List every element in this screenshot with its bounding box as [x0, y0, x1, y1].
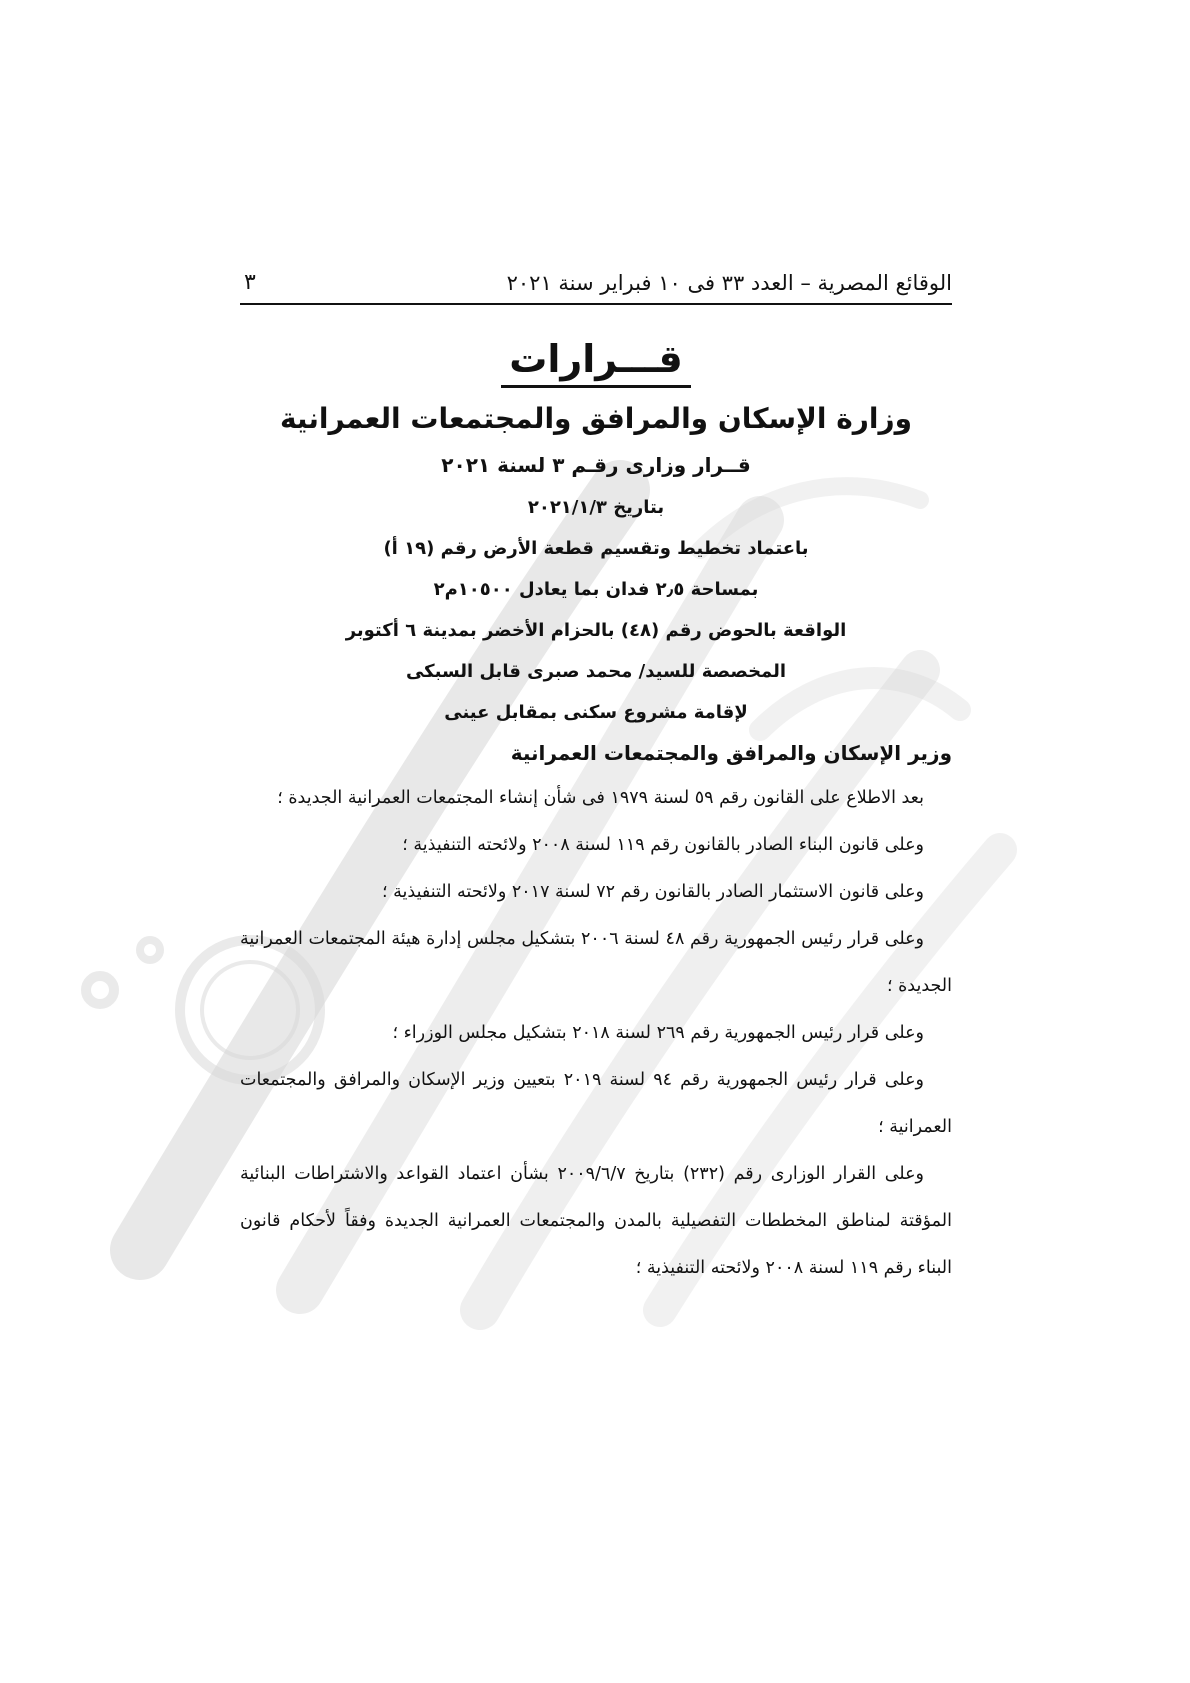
decree-date: بتاريخ ٢٠٢١/١/٣: [527, 497, 665, 518]
body-paragraph: وعلى قانون البناء الصادر بالقانون رقم ١١٩ لسنة ٢٠٠٨ ولائحته التنفيذية ؛: [402, 835, 924, 855]
page-header: [240, 270, 952, 305]
section-title-text: قـــرارات: [501, 337, 691, 388]
decree-line: المخصصة للسيد/ محمد صبرى قابل السبكى: [405, 661, 787, 682]
decree-title: قــرار وزارى رقـم ٣ لسنة ٢٠٢١: [441, 453, 751, 477]
decree-line: الواقعة بالحوض رقم (٤٨) بالحزام الأخضر بمدينة ٦ أكتوبر: [345, 620, 847, 641]
section-title: [240, 337, 952, 388]
ministry-name: وزارة الإسكان والمرافق والمجتمعات العمرانية: [279, 402, 913, 435]
body-paragraph: وعلى قرار رئيس الجمهورية رقم ٢٦٩ لسنة ٢٠١٨ بتشكيل مجلس الوزراء ؛: [392, 1023, 924, 1043]
minister-heading: وزير الإسكان والمرافق والمجتمعات العمرانية: [510, 741, 952, 765]
header-title: الوقائع المصرية – العدد ٣٣ فى ١٠ فبراير سنة ٢٠٢١: [506, 271, 952, 295]
decree-line: بمساحة ٢٫٥ فدان بما يعادل ١٠٥٠٠م٢: [433, 579, 759, 600]
decree-line: باعتماد تخطيط وتقسيم قطعة الأرض رقم (١٩ أ): [383, 538, 809, 559]
document-page: [240, 270, 952, 1292]
decree-body: [240, 775, 952, 1292]
body-paragraph: وعلى قرار رئيس الجمهورية رقم ٤٨ لسنة ٢٠٠٦ بتشكيل مجلس إدارة هيئة المجتمعات العمرانية الجديدة ؛: [240, 929, 952, 996]
body-paragraph: بعد الاطلاع على القانون رقم ٥٩ لسنة ١٩٧٩ فى شأن إنشاء المجتمعات العمرانية الجديدة ؛: [277, 788, 924, 808]
body-paragraph: وعلى قانون الاستثمار الصادر بالقانون رقم ٧٢ لسنة ٢٠١٧ ولائحته التنفيذية ؛: [382, 882, 924, 902]
body-paragraph: وعلى القرار الوزارى رقم (٢٣٢) بتاريخ ٢٠٠٩/٦/٧ بشأن اعتماد القواعد والاشتراطات البنائية المؤقتة لمناطق المخططات التفصيلية بالمدن والمجتمعات العمرانية الجديدة وفقاً لأحكام قانون البناء رقم ١١٩ لسنة ٢٠٠٨ ولائحته التنفيذية ؛: [240, 1164, 952, 1278]
decree-line: لإقامة مشروع سكنى بمقابل عينى: [444, 702, 748, 723]
page-number: ٣: [244, 270, 256, 295]
body-paragraph: وعلى قرار رئيس الجمهورية رقم ٩٤ لسنة ٢٠١٩ بتعيين وزير الإسكان والمرافق والمجتمعات العمرانية ؛: [240, 1070, 952, 1137]
